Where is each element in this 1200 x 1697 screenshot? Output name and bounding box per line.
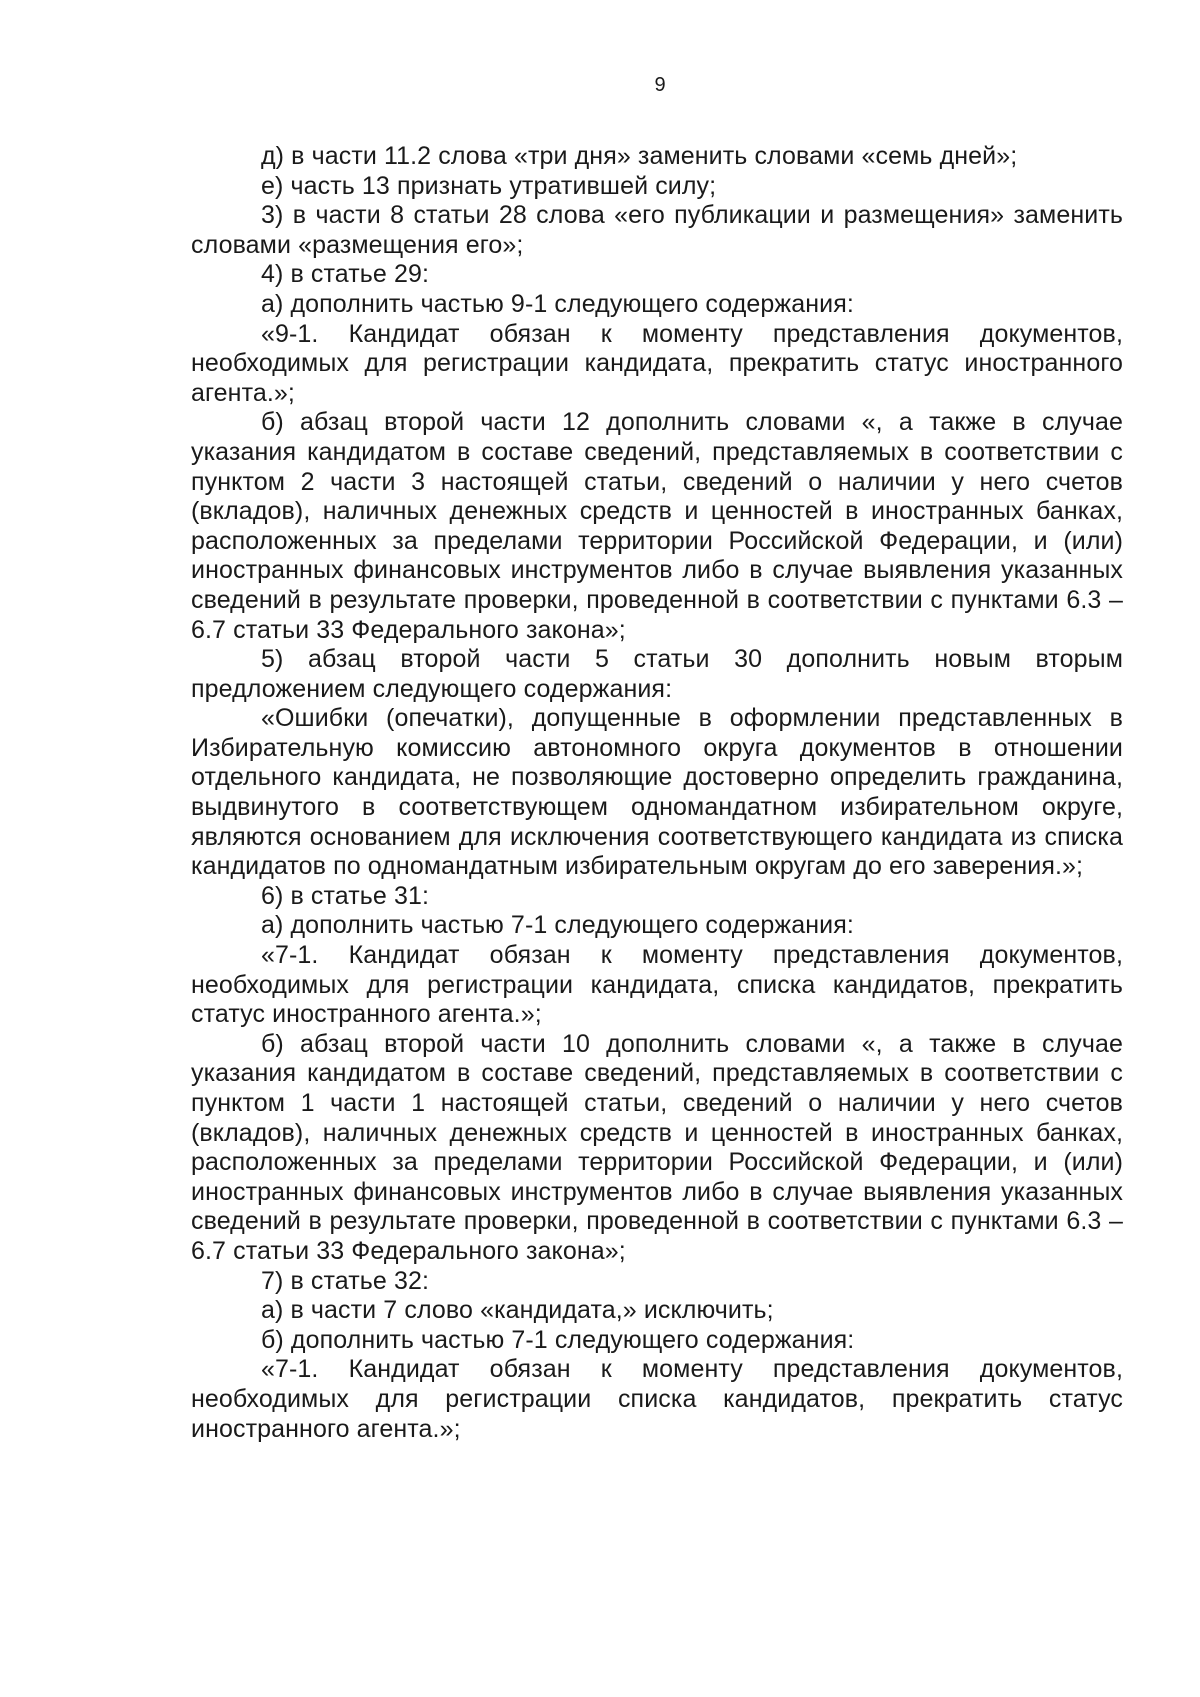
quote-errors: «Ошибки (опечатки), допущенные в оформлении представленных в Избирательную комиссию автономного округа документов в отношении отдельного кандидата, не позволяющие достоверно определить гражданина, выдвинутого в соответствующем одномандатном избирательном округе, являются основанием для исключения соответствующего кандидата из списка кандидатов по одномандатным избирательным округам до его заверения.»;: [191, 704, 1123, 881]
paragraph-4-article-29: 4) в статье 29:: [261, 260, 430, 289]
paragraph-a-part-9-1: а) дополнить частью 9-1 следующего содержания:: [261, 289, 854, 318]
paragraph-d-part-11-2: д) в части 11.2 слова «три дня» заменить словами «семь дней»;: [261, 142, 1018, 170]
paragraph-3-article-28: 3) в части 8 статьи 28 слова «его публикации и размещения» заменить словами «размещения его»;: [191, 201, 1123, 259]
paragraph-5-article-30: 5) абзац второй части 5 статьи 30 дополнить новым вторым предложением следующего содержания:: [191, 645, 1123, 703]
paragraph-b-part-12: б) абзац второй части 12 дополнить словами «, а также в случае указания кандидатом в составе сведений, представляемых в соответствии с пунктом 2 части 3 настоящей статьи, сведений о наличии у него счетов (вкладов), наличных денежных средств и ценностей в иностранных банках, расположенных за пределами территории Российской Федерации, и (или) иностранных финансовых инструментов либо в случае выявления указанных сведений в результате проверки, проведенной в соответствии с пунктами 6.3 – 6.7 статьи 33 Федерального закона»;: [191, 408, 1123, 644]
paragraph-a-part-7: а) в части 7 слово «кандидата,» исключить;: [261, 1296, 774, 1325]
quote-7-1-list-registration: «7-1. Кандидат обязан к моменту представления документов, необходимых для регистрации списка кандидатов, прекратить статус иностранного агента.»;: [191, 1355, 1123, 1443]
document-body: [191, 142, 1123, 1444]
paragraph-b-part-10: б) абзац второй части 10 дополнить словами «, а также в случае указания кандидатом в составе сведений, представляемых в соответствии с пунктом 1 части 1 настоящей статьи, сведений о наличии у него счетов (вкладов), наличных денежных средств и ценностей в иностранных банках, расположенных за пределами территории Российской Федерации, и (или) иностранных финансовых инструментов либо в случае выявления указанных сведений в результате проверки, проведенной в соответствии с пунктами 6.3 – 6.7 статьи 33 Федерального закона»;: [191, 1029, 1123, 1265]
paragraph-b-part-7-1: б) дополнить частью 7-1 следующего содержания:: [261, 1325, 855, 1354]
paragraph-a-part-7-1: а) дополнить частью 7-1 следующего содержания:: [261, 911, 854, 940]
quote-7-1-candidate-list: «7-1. Кандидат обязан к моменту представления документов, необходимых для регистрации кандидата, списка кандидатов, прекратить статус иностранного агента.»;: [191, 941, 1123, 1029]
paragraph-e-part-13: е) часть 13 признать утратившей силу;: [261, 171, 717, 200]
paragraph-6-article-31: 6) в статье 31:: [261, 881, 430, 910]
paragraph-7-article-32: 7) в статье 32:: [261, 1266, 430, 1295]
quote-9-1: «9-1. Кандидат обязан к моменту представления документов, необходимых для регистрации кандидата, прекратить статус иностранного агента.»;: [191, 319, 1123, 407]
page-number: 9: [654, 74, 666, 96]
